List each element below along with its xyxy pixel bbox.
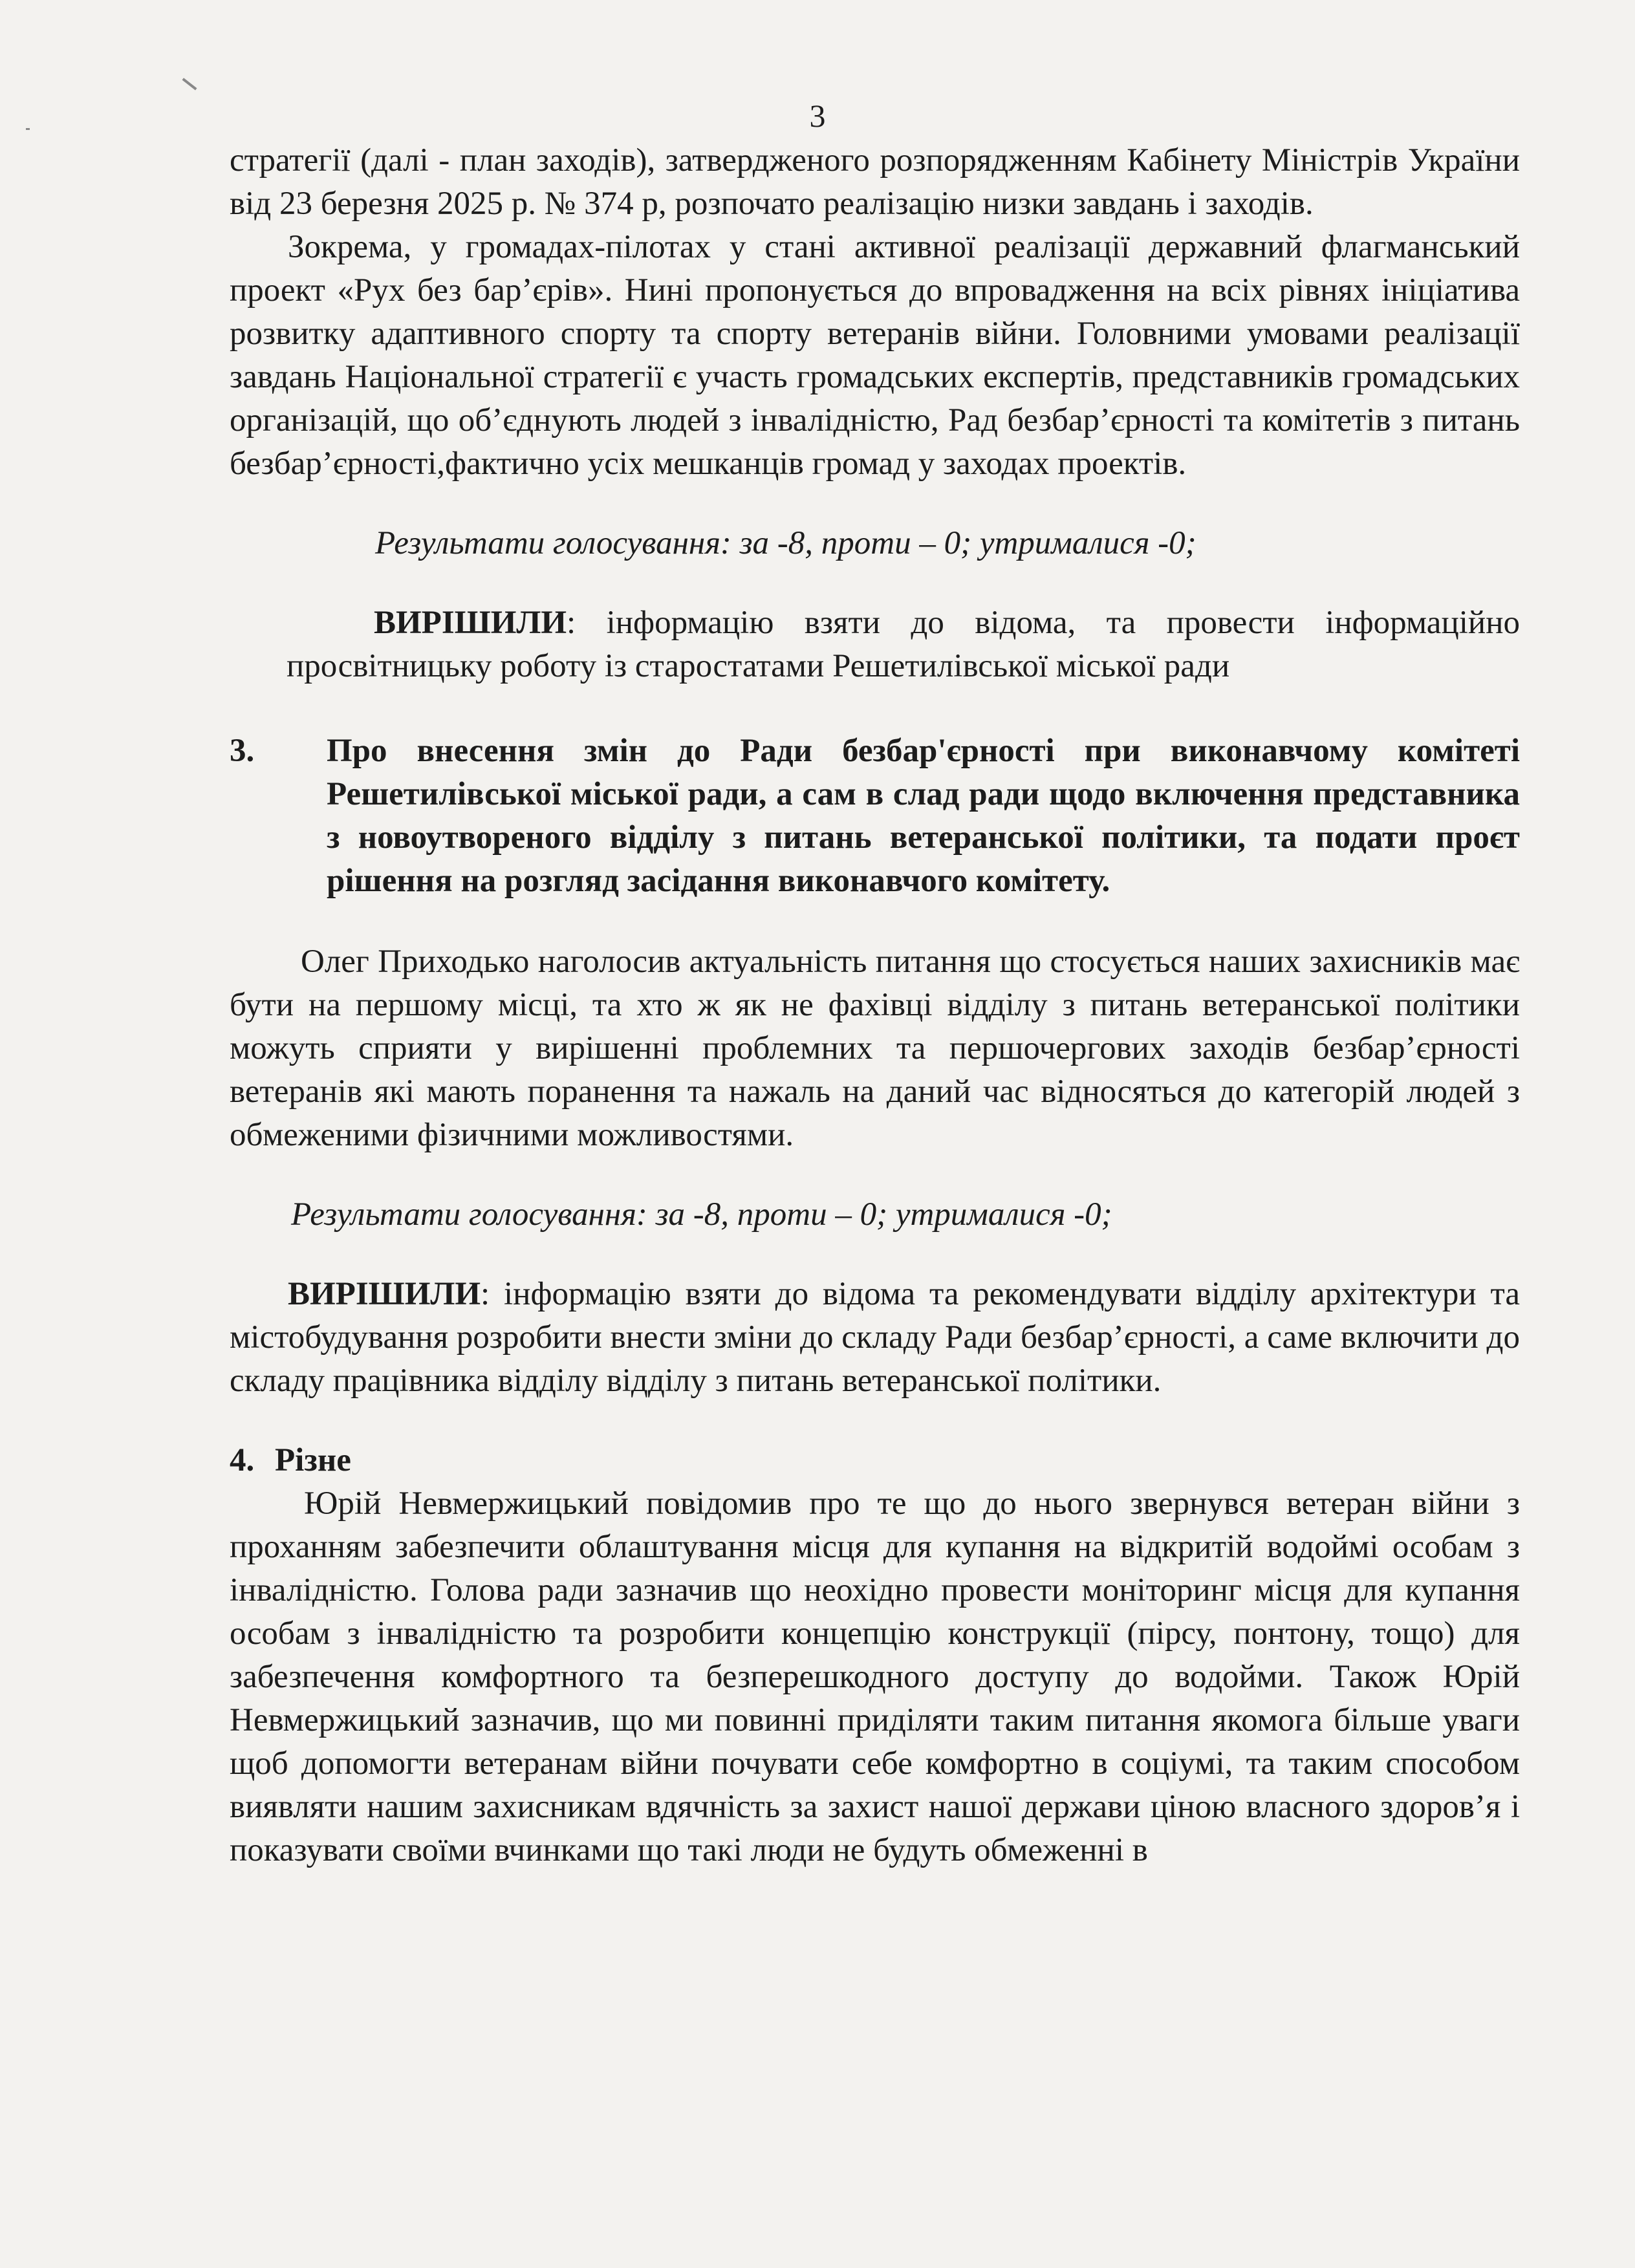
page-number: 3 bbox=[809, 98, 826, 134]
agenda-item-title: Про внесення змін до Ради безбар'єрності при виконавчому комітеті Решетилівської міської ради, а сам в слад ради щодо включення представника з новоутвореного відділу з питань ветеранської політики, та подати проєт рішення на розгляд засідання виконавчого комітету. bbox=[327, 733, 1520, 899]
agenda-item-4 bbox=[230, 1439, 1520, 1482]
paragraph-strategy: стратегії (далі - план заходів), затвердженого розпорядженням Кабінету Міністрів України від 23 березня 2025 р. № 374 р, розпочато реалізацію низки завдань і заходів. bbox=[230, 142, 1520, 222]
decision-label: ВИРІШИЛИ bbox=[288, 1276, 481, 1312]
document-body bbox=[230, 139, 1520, 1872]
decision bbox=[230, 1273, 1520, 1403]
decision-text: : інформацію взяти до відома та рекомендувати відділу архітектури та містобудування розробити внести зміни до складу Ради безбар’єрності, а саме включити до складу працівника відділу відділу з питань ветеранської політики. bbox=[230, 1276, 1520, 1399]
decision-text: : інформацію взяти до відома, та провести інформаційно просвітницьку роботу із старостатами Решетилівської міської ради bbox=[287, 605, 1520, 684]
paragraph-pilot-communities: Зокрема, у громадах-пілотах у стані активної реалізації державний флагманський проект «Рух без бар’єрів». Нині пропонується до впровадження на всіх рівнях ініціатива розвитку адаптивного спорту та спорту ветеранів війни. Головними умовами реалізації завдань Національної стратегії є участь громадських експертів, представників громадських організацій, що об’єднують людей з інвалідністю, Рад безбар’єрності та комітетів з питань безбар’єрності,фактично усіх мешканців громад у заходах проектів. bbox=[230, 229, 1520, 482]
scan-mark bbox=[182, 78, 197, 90]
agenda-item-number: 3. bbox=[230, 733, 255, 769]
paragraph-yurii-nevmerzhytskyi: Юрій Невмержицький повідомив про те що до нього звернувся ветеран війни з проханням забезпечити облаштування місця для купання на відкритій водоймі особам з інвалідністю. Голова ради зазначив що неохідно провести моніторинг місця для купання особам з інвалідністю та розробити концепцію конструкції (пірсу, понтону, тощо) для забезпечення комфортного та безперешкодного доступу до водойми. Також Юрій Невмержицький зазначив, що ми повинні приділяти таким питання якомога більше уваги щоб допомогти ветеранам війни почувати себе комфортно в соціумі, та таким способом виявляти нашим захисникам вдячність за захист нашої держави ціною власного здоров’я і показувати своїми вчинками що такі люди не будуть обмеженні в bbox=[230, 1485, 1520, 1868]
agenda-item-number: 4. bbox=[230, 1442, 255, 1478]
vote-results: Результати голосування: за -8, проти – 0; утрималися -0; bbox=[291, 1196, 1112, 1233]
paragraph-oleh-prykhodko: Олег Приходько наголосив актуальність питання що стосується наших захисників має бути на першому місці, та хто ж як не фахівці відділу з питань ветеранської політики можуть сприяти у вирішенні проблемних та першочергових заходів безбар’єрності ветеранів які мають поранення та нажаль на даний час відносяться до категорій людей з обмеженими фізичними можливостями. bbox=[230, 944, 1520, 1153]
vote-results: Результати голосування: за -8, проти – 0; утрималися -0; bbox=[375, 525, 1196, 561]
decision bbox=[230, 601, 1520, 688]
agenda-item-3 bbox=[230, 729, 1520, 903]
decision-label: ВИРІШИЛИ bbox=[374, 605, 567, 641]
agenda-item-title: Різне bbox=[275, 1442, 351, 1478]
